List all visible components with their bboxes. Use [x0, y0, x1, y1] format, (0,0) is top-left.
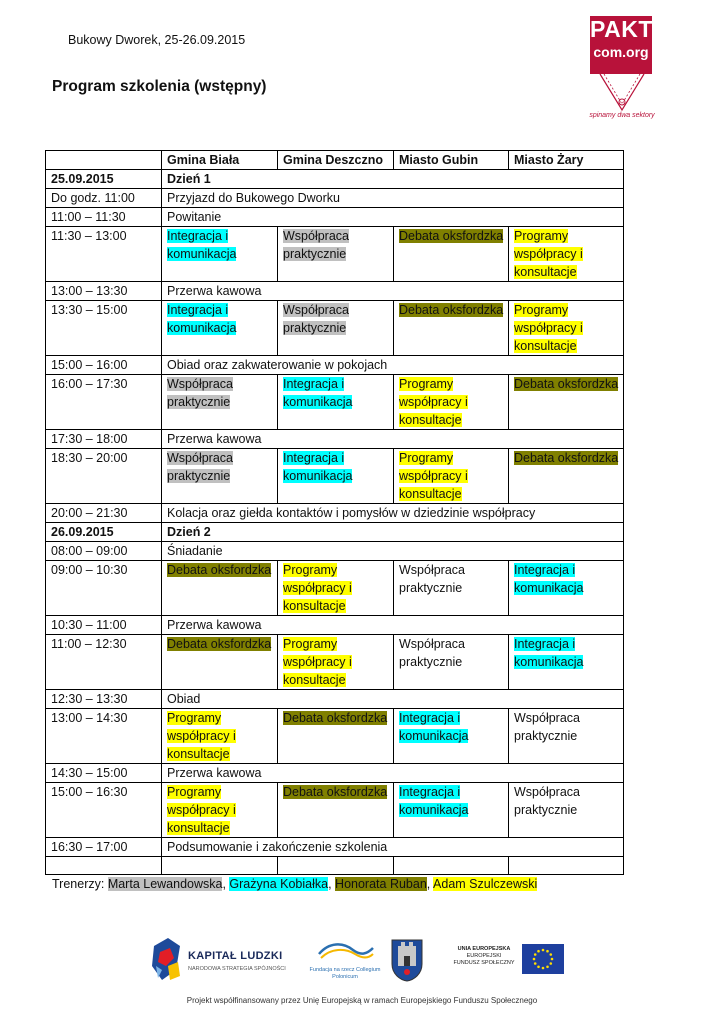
- eu-star-icon: [534, 962, 537, 965]
- time-cell: 17:30 – 18:00: [46, 430, 162, 449]
- time-cell: 13:00 – 14:30: [46, 709, 162, 764]
- session-name: Debata oksfordzka: [283, 711, 388, 725]
- session-cell: [509, 227, 624, 282]
- session-name: Współpraca praktycznie: [167, 451, 233, 483]
- table-row: [46, 635, 624, 690]
- pakt-logo-sub: com.org: [593, 44, 649, 60]
- footer-logos: [0, 928, 724, 998]
- empty-cell: [509, 857, 624, 875]
- table-row: [46, 375, 624, 430]
- table-row: [46, 227, 624, 282]
- activity-cell: Powitanie: [162, 208, 624, 227]
- session-name: Programy współpracy i konsultacje: [167, 711, 236, 761]
- table-row: [46, 857, 624, 875]
- session-cell: [394, 783, 509, 838]
- footer-cofinancing-note: Projekt współfinansowany przez Unię Europejską w ramach Europejskiego Funduszu Społecznego: [186, 996, 538, 1005]
- time-cell: 16:00 – 17:30: [46, 375, 162, 430]
- session-cell: [394, 709, 509, 764]
- session-cell: [394, 227, 509, 282]
- session-cell: [162, 301, 278, 356]
- table-row: [46, 189, 624, 208]
- table-row: [46, 282, 624, 301]
- session-name: Integracja i komunikacja: [514, 637, 584, 669]
- eu-star-icon: [546, 965, 549, 968]
- table-row: [46, 690, 624, 709]
- session-cell: [162, 709, 278, 764]
- session-name: Programy współpracy i konsultacje: [514, 303, 583, 353]
- session-name: Integracja i komunikacja: [167, 229, 237, 261]
- trainer-separator: ,: [222, 877, 230, 891]
- eu-sub2: FUNDUSZ SPOŁECZNY: [453, 960, 515, 966]
- header-cell-miasto-gubin: Miasto Gubin: [394, 151, 509, 170]
- activity-cell: Obiad oraz zakwaterowanie w pokojach: [162, 356, 624, 375]
- session-cell: [278, 227, 394, 282]
- eu-star-icon: [542, 949, 545, 952]
- session-cell: [509, 375, 624, 430]
- session-name: Integracja i komunikacja: [514, 563, 584, 595]
- activity-cell: Przerwa kawowa: [162, 616, 624, 635]
- table-row: [46, 430, 624, 449]
- time-cell: 12:30 – 13:30: [46, 690, 162, 709]
- trainer-name: Marta Lewandowska: [107, 877, 223, 891]
- session-cell: [278, 449, 394, 504]
- header-cell-time: [46, 151, 162, 170]
- empty-cell: [394, 857, 509, 875]
- eu-star-icon: [534, 953, 537, 956]
- table-row: [46, 838, 624, 857]
- eu-star-icon: [537, 950, 540, 953]
- session-name: Debata oksfordzka: [167, 563, 272, 577]
- table-header-row: [46, 151, 624, 170]
- session-cell: [278, 709, 394, 764]
- session-cell: [509, 783, 624, 838]
- activity-cell: Kolacja oraz giełda kontaktów i pomysłów w dziedzinie współpracy: [162, 504, 624, 523]
- header-place-date: Bukowy Dworek, 25-26.09.2015: [68, 33, 246, 47]
- table-row: [46, 709, 624, 764]
- table-row: [46, 764, 624, 783]
- time-cell: 11:00 – 11:30: [46, 208, 162, 227]
- session-name: Programy współpracy i konsultacje: [399, 377, 468, 427]
- session-cell: [278, 783, 394, 838]
- session-name: Integracja i komunikacja: [399, 711, 469, 743]
- header-cell-gmina-biala: Gmina Biała: [162, 151, 278, 170]
- trainer-name: Adam Szulczewski: [433, 877, 538, 891]
- session-cell: [394, 375, 509, 430]
- eu-flag-icon: [522, 944, 564, 974]
- session-name: Współpraca praktycznie: [399, 637, 465, 669]
- time-cell: 13:00 – 13:30: [46, 282, 162, 301]
- pakt-logo-main: PAKT: [590, 16, 653, 42]
- pakt-logo: [586, 12, 658, 130]
- session-name: Współpraca praktycznie: [283, 303, 349, 335]
- time-cell: 11:30 – 13:00: [46, 227, 162, 282]
- table-row: [46, 170, 624, 189]
- eu-star-icon: [533, 958, 536, 961]
- schedule-table: [45, 150, 624, 875]
- trainer-separator: ,: [426, 877, 434, 891]
- empty-cell: [46, 857, 162, 875]
- kapital-ludzki-logo: [150, 936, 290, 986]
- session-name: Debata oksfordzka: [399, 229, 504, 243]
- eu-sub1: EUROPEJSKI: [466, 953, 502, 959]
- header-cell-miasto-zary: Miasto Żary: [509, 151, 624, 170]
- session-name: Współpraca praktycznie: [167, 377, 233, 409]
- session-name: Integracja i komunikacja: [283, 377, 353, 409]
- trainer-separator: ,: [328, 877, 336, 891]
- kapital-ludzki-emblem-icon: [150, 936, 184, 984]
- eu-logo: [452, 944, 564, 984]
- table-row: [46, 616, 624, 635]
- eu-star-icon: [537, 965, 540, 968]
- session-name: Programy współpracy i konsultacje: [167, 785, 236, 835]
- session-cell: [162, 783, 278, 838]
- session-cell: [162, 375, 278, 430]
- time-cell: 14:30 – 15:00: [46, 764, 162, 783]
- session-name: Współpraca praktycznie: [283, 229, 349, 261]
- foundation-name: Fundacja na rzecz Collegium Polonicum: [309, 967, 381, 980]
- table-row: [46, 504, 624, 523]
- header-cell-gmina-deszczno: Gmina Deszczno: [278, 151, 394, 170]
- time-cell: 15:00 – 16:00: [46, 356, 162, 375]
- session-name: Debata oksfordzka: [399, 303, 504, 317]
- session-cell: [162, 449, 278, 504]
- table-row: [46, 449, 624, 504]
- time-cell: 11:00 – 12:30: [46, 635, 162, 690]
- trainers-label: Trenerzy:: [52, 877, 108, 891]
- activity-cell: Podsumowanie i zakończenie szkolenia: [162, 838, 624, 857]
- session-name: Debata oksfordzka: [514, 451, 619, 465]
- session-name: Integracja i komunikacja: [283, 451, 353, 483]
- time-cell: 10:30 – 11:00: [46, 616, 162, 635]
- session-name: Debata oksfordzka: [514, 377, 619, 391]
- trainer-name: Honorata Ruban: [335, 877, 427, 891]
- session-cell: [509, 301, 624, 356]
- trainers-list: [108, 877, 537, 891]
- empty-cell: [162, 857, 278, 875]
- table-row: [46, 783, 624, 838]
- empty-cell: [278, 857, 394, 875]
- session-cell: [509, 709, 624, 764]
- session-cell: [394, 635, 509, 690]
- session-cell: [278, 375, 394, 430]
- session-name: Integracja i komunikacja: [399, 785, 469, 817]
- trainer-name: Grażyna Kobiałka: [229, 877, 329, 891]
- session-cell: [509, 635, 624, 690]
- session-name: Programy współpracy i konsultacje: [514, 229, 583, 279]
- eu-title: UNIA EUROPEJSKA: [457, 946, 511, 952]
- session-cell: [278, 561, 394, 616]
- time-cell: Do godz. 11:00: [46, 189, 162, 208]
- pakt-logo-box: [590, 16, 652, 74]
- time-cell: 20:00 – 21:30: [46, 504, 162, 523]
- session-cell: [278, 301, 394, 356]
- time-cell: 26.09.2015: [46, 523, 162, 542]
- table-row: [46, 301, 624, 356]
- activity-cell: Przyjazd do Bukowego Dworku: [162, 189, 624, 208]
- day-label-cell: Dzień 1: [162, 170, 624, 189]
- eu-star-icon: [551, 958, 554, 961]
- schedule-body: [46, 170, 624, 875]
- activity-cell: Obiad: [162, 690, 624, 709]
- session-cell: [509, 561, 624, 616]
- kapital-ludzki-subtitle: NARODOWA STRATEGIA SPÓJNOŚCI: [188, 966, 286, 972]
- session-name: Debata oksfordzka: [283, 785, 388, 799]
- session-cell: [162, 561, 278, 616]
- document-title: Program szkolenia (wstępny): [52, 78, 267, 95]
- session-cell: [394, 561, 509, 616]
- session-name: Współpraca praktycznie: [514, 785, 580, 817]
- day-label-cell: Dzień 2: [162, 523, 624, 542]
- trainers-line: [52, 877, 537, 891]
- session-cell: [394, 449, 509, 504]
- session-cell: [162, 227, 278, 282]
- activity-cell: Przerwa kawowa: [162, 430, 624, 449]
- session-name: Programy współpracy i konsultacje: [283, 563, 352, 613]
- activity-cell: Śniadanie: [162, 542, 624, 561]
- time-cell: 15:00 – 16:30: [46, 783, 162, 838]
- time-cell: 13:30 – 15:00: [46, 301, 162, 356]
- time-cell: 08:00 – 09:00: [46, 542, 162, 561]
- session-name: Współpraca praktycznie: [399, 563, 465, 595]
- eu-star-icon: [546, 950, 549, 953]
- session-name: Debata oksfordzka: [167, 637, 272, 651]
- table-row: [46, 542, 624, 561]
- eu-logo-text: [452, 946, 516, 967]
- time-cell: 25.09.2015: [46, 170, 162, 189]
- time-cell: 16:30 – 17:00: [46, 838, 162, 857]
- eu-star-icon: [549, 953, 552, 956]
- eu-star-icon: [542, 967, 545, 970]
- session-name: Programy współpracy i konsultacje: [283, 637, 352, 687]
- time-cell: 18:30 – 20:00: [46, 449, 162, 504]
- pakt-logo-slogan: spinamy dwa sektory: [589, 112, 655, 119]
- table-row: [46, 523, 624, 542]
- activity-cell: Przerwa kawowa: [162, 282, 624, 301]
- session-name: Współpraca praktycznie: [514, 711, 580, 743]
- coat-of-arms-icon: [390, 938, 424, 982]
- activity-cell: Przerwa kawowa: [162, 764, 624, 783]
- foundation-waves-icon: [315, 936, 375, 962]
- session-name: Integracja i komunikacja: [167, 303, 237, 335]
- kapital-ludzki-title: KAPITAŁ LUDZKI: [188, 950, 283, 962]
- table-row: [46, 208, 624, 227]
- table-row: [46, 356, 624, 375]
- foundation-logo: [300, 936, 390, 992]
- eu-star-icon: [549, 962, 552, 965]
- time-cell: 09:00 – 10:30: [46, 561, 162, 616]
- table-row: [46, 561, 624, 616]
- session-cell: [394, 301, 509, 356]
- session-cell: [278, 635, 394, 690]
- session-cell: [509, 449, 624, 504]
- session-name: Programy współpracy i konsultacje: [399, 451, 468, 501]
- session-cell: [162, 635, 278, 690]
- zipper-icon: [586, 72, 658, 114]
